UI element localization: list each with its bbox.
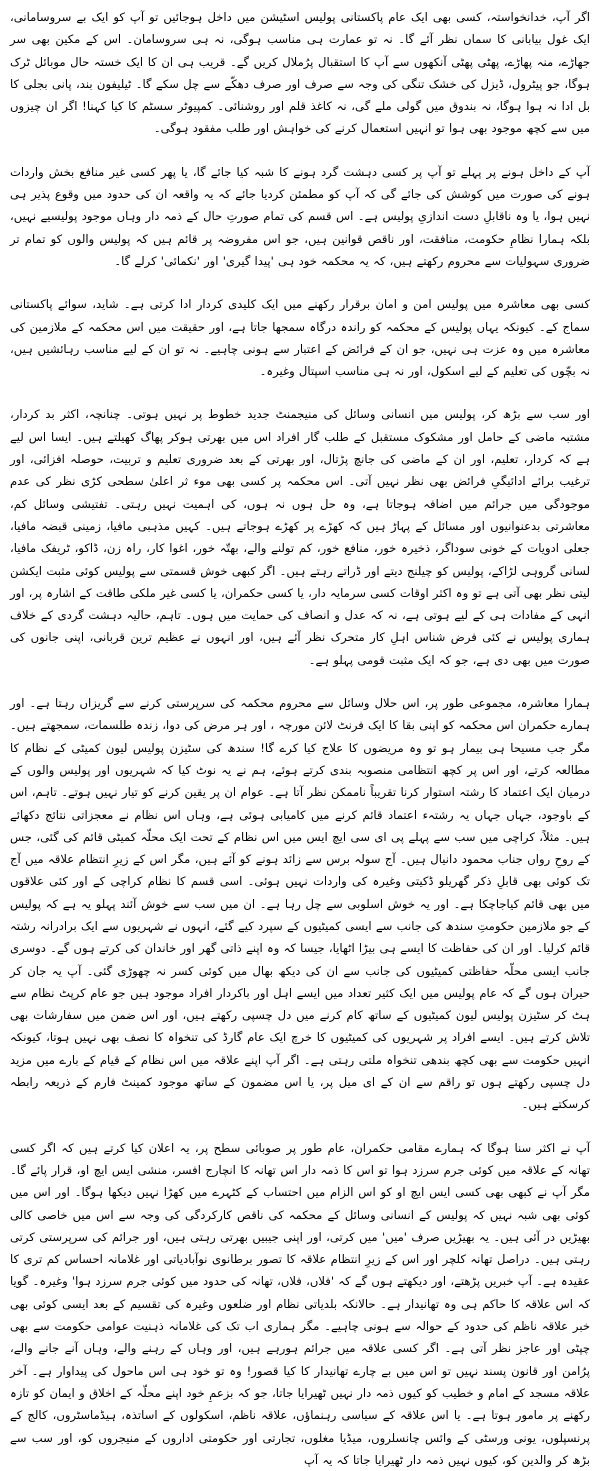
article-paragraph-4: اور سب سے بڑھ کر، پولیس میں انسانی وسائل کی منیجمنٹ جدید خطوط پر نہیں ہوتی۔ چنانچہ، اکثر بد کردار، مشتبہ ماضی کے حامل اور مشکوک مستقبل کے طلب گار افراد اس میں بھرتی ہوکر پھاگ کھیلتے ہیں۔ ایسا اس لیے ہے کہ کردار، تعلیم، اور ان کے ماضی کی جانچ پڑتال، اور بھرتی کے بعد ضروری تعلیم و تربیت، حوصلہ افزائی، اور ترغیب برائے ادائیگیِ فرائض بھی نظر نہیں آتی۔ اس محکمہ پر کسی بھی موء ثر اعلیٰ سطحی کڑی نظر کی عدم موجودگی میں جرائم میں اضافہ ہوجاتا ہے، وہ حل ہوں نہ ہوں، کی اہمیت نہیں رہتی۔ تفتیشی وسائل کم، معاشرتی بدعنوانیوں اور مسائل کے پہاڑ ہیں کہ کھڑے پر کھڑے ہوجاتے ہیں۔ کہیں مذہبی مافیا، زمینی قبضہ مافیا، جعلی ادویات کے خونی سوداگر، ذخیرہ خور، منافع خور، کم تولنے والے، بھتّہ خور، اغوا کار، راہ زن، ڈاکو، ٹریفک مافیا، لسانی گروہی لڑاکے، پولیس کو چیلنج دیتے اور ڈراتے رہتے ہیں۔ اگر کبھی خوش قسمتی سے پولیس کوئی مثبت ایکشن لیتی نظر بھی آتی ہے تو وہ اکثر اوقات کسی سرمایہ دار، یا کسی حکمران، یا کسی غیر ملکی طاقت کے اشارہ پر، اور انہی کے مفادات ہی کے لیے ہوتی ہے، نہ کہ عدل و انصاف کی حمایت میں ہوں۔ تاہم، حالیہ دہشت گردی کے خلاف ہماری پولیس نے کئی فرض شناس اہلِ کار متحرک نظر آئے ہیں، اور انہوں نے عظیم ترین قربانی، اپنی جانوں کی صورت میں بھی دی ہے، جو کہ ایک مثبت قومی پہلو ہے۔ xyxy=(10,407,590,667)
article-paragraph-6: آپ نے اکثر سنا ہوگا کہ ہمارے مقامی حکمران، عام طور پر صوبائی سطح پر، یہ اعلان کیا کرتے ہیں کہ اگر کسی تھانہ کے علاقہ میں کوئی جرم سرزد ہوا تو اس کا ذمہ دار اس تھانہ کا انچارج افسر، منشی ایس ایچ او، قرار پائے گا۔ مگر آپ نے کبھی بھی کسی ایس ایچ او کو اس الزام میں احتساب کے کٹہرے میں کھڑا نہیں دیکھا ہوگا۔ اور اس میں کوئی بھی شبہ نہیں کہ پولیس کے انسانی وسائل کے محکمہ کی ناقص کارکردگی کی وجہ سے اس میں خاصی کالی بھیڑیں در آئی ہیں۔ یہ بھیڑیں صرف 'میں' میں کرتی، اور اپنی جیبیں بھرتی رہتی ہیں، اور جرائم کی سرپرستی کرتی رہتی ہیں۔ دراصل تھانہ کلچر اور اس کے زیرِ انتظام علاقہ کا تصور برطانوی نوآبادیاتی اور غلامانہ احساس کم تری کا عقیدہ ہے۔ آپ خبریں پڑھتے، اور دیکھتے ہوں گے کہ 'فلاں، فلاں، تھانہ کی حدود میں کوئی جرم سرزد ہوا' وغیرہ۔ گویا کہ اس علاقہ کا حاکم ہی وہ تھانیدار ہے۔ حالانکہ بلدیاتی نظام اور ضلعوں وغیرہ کی تقسیم کے بعد ایسی کوئی بھی خبر علاقہ ناظم کی حدود کے حوالہ سے ہونی چاہیے۔ مگر ہماری اب تک کی غلامانہ ذہنیت عوامی حکومت سے بھی چپٹی اور عاجز نظر آتی ہے۔ اگر کسی علاقہ میں جرائم ہورہے ہیں، اور وہاں کے رہنے والے، وہاں آنے جانے والے، پرُامن اور قانون پسند نہیں تو اس میں بے چارے تھانیدار کا کیا قصور! وہ تو خود ہی اس ماحول کی پیداوار ہے۔ آخر علاقہ مسجد کے امام و خطیب کو کیوں ذمہ دار نہیں ٹھیرایا جاتا، جو کہ بزعمِ خود اپنے محلّہ کے اخلاق و ایمان کو تازہ رکھنے پر مامور ہوتا ہے۔ یا اس علاقہ کے سیاسی رہنماؤں، علاقہ ناظم، اسکولوں کے اساتذہ، ہیڈماسٹروں، کالج کے پرنسپلوں، یونی ورسٹی کے وائس چانسلروں، میڈیا مغلوں، تجارتی اور حکومتی اداروں کے منیجروں کو، اور سب سے بڑھ کر والدین کو، کیوں نہیں ذمہ دار ٹھیرایا جاتا کہ یہ آپ xyxy=(10,1140,590,1467)
article-paragraph-3: کسی بھی معاشرہ میں پولیس امن و امان برقرار رکھنے میں ایک کلیدی کردار ادا کرتی ہے۔ شاید، سوائے پاکستانی سماج کے۔ کیونکہ یہاں پولیس کے محکمہ کو راندہ درگاہ سمجھا جاتا ہے، اور حقیقت میں اس محکمہ کے ملازمین کی معاشرہ میں وہ عزت ہی نہیں، جو ان کے فرائض کے اعتبار سے ہونی چاہیے۔ نہ تو ان کے لیے مناسب رہائشیں ہیں، نہ بچّوں کی تعلیم کے لیے اسکول، اور نہ ہی مناسب اسپتال وغیرہ۔ xyxy=(10,297,590,379)
article-paragraph-5: ہمارا معاشرہ، مجموعی طور پر، اس حلال وسائل سے محروم محکمہ کی سرپرستی کرنے سے گریزاں رہتا ہے۔ اور ہمارے حکمران اس محکمہ کو اپنی بقا کا ایک فرنٹ لائن مورچہ ، اور ہر مرض کی دوا، زندہ طلسمات، سمجھتے ہیں۔ مگر جب مسیحا ہی بیمار ہو تو وہ مریضوں کا علاج کیا کرے گا! سندھ کی سٹیزن پولیس لیون کمیٹی کے نظام کا مطالعہ کرتے، اور اس پر کچھ انتظامی منصوبہ بندی کرتے ہوئے، ہم نے یہ نوٹ کیا کہ شہریوں اور پولیس والوں کے درمیان ایک اعتماد کا رشتہ استوار کرنا تقریباً ناممکن نظر آتا ہے۔ عوام ان پر یقین کرنے کو تیار نہیں ہوتے۔ تاہم، اس کے باوجود، جہاں جہاں یہ رشتہء اعتماد قائم کرنے میں کامیابی ہوئی ہے، وہاں اس نظام نے معجزاتی نتائج دکھائے ہیں۔ مثلاً، کراچی میں سب سے پہلے پی ای سی ایچ ایس میں اس نظام کے تحت ایک محلّہ کمیٹی قائم کی گئی، جس کے روحِ رواں جناب محمود دانیال ہیں۔ آج سولہ برس سے زائد ہونے کو آئے ہیں، مگر اس کے زیرِ انتظام علاقہ میں آج تک کوئی بھی قابلِ ذکر گھریلو ڈکیتی وغیرہ کی واردات نہیں ہوئی۔ اسی قسم کا نظام کراچی کے اور کئی علاقوں میں بھی قائم کیاجاچکا ہے۔ اور یہ خوش اسلوبی سے چل رہا ہے۔ ان میں سب سے خوش آئند پہلو یہ ہے کہ پولیس کے جو ملازمین حکومتِ سندھ کی جانب سے ایسی کمیٹیوں کے سپرد کیے گئے، انہوں نے شہریوں سے ایک برادرانہ رشتہ قائم کرلیا۔ اور ان کی حفاظت کا ایسے ہی بیڑا اٹھایا، جیسا کہ وہ اپنے ذاتی گھر اور خاندان کی کرتے ہوں گے۔ دوسری جانب ایسی محلّہ حفاظتی کمیٹیوں کی جانب سے ان کی دیکھ بھال میں کوئی کسر نہ چھوڑی گئی۔ آپ یہ جان کر حیران ہوں گے کہ عام پولیس میں ایک کثیر تعداد میں ایسے اہل اور باکردار افراد موجود ہیں جو عام کرپٹ نظام سے ہٹ کر سٹیزن پولیس لیون کمیٹیوں کے ساتھ کام کرنے میں دل چسپی رکھتے ہیں، اور اس ضمن میں سفارشات بھی تلاش کرتے ہیں۔ ایسے افراد پر شہریوں کی کمیٹیوں کا خرچ ایک عام گارڈ کی تنخواہ کا نصف بھی نہیں ہوتا، کیونکہ انہیں حکومت سے بھی کچھ بندھی تنخواہ ملتی رہتی ہے۔ اگر آپ اپنے علاقہ میں اس نظام کے قیام کے بارے میں مزید دل چسپی رکھتے ہوں تو راقم سے ان کے ای میل پر، یا اس مضمون کے ساتھ موجود کمینٹ فارم کے ذریعہ رابطہ کرسکتے ہیں۔ xyxy=(10,696,590,1112)
article-paragraph-2: آپ کے داخل ہونے پر پہلے تو آپ پر کسی دہشت گرد ہونے کا شبہ کیا جائے گا، یا پھر کسی غیر منافع بخش واردات ہونے کی صورت میں کوشش کی جائے گی کہ آپ کو مطمئن کردیا جائے کہ یہ واقعہ ان کی حدود میں وقوع پذیر ہی نہیں ہوا، یا وہ ناقابلِ دست اندازیِ پولیس ہے۔ اس قسم کی تمام صورتِ حال کے ذمہ دار وہاں موجود پولیسیے نہیں، بلکہ ہمارا نظامِ حکومت، منافقت، اور ناقص قوانین ہیں، جو اس مفروضہ پر قائم ہیں کہ پولیس والوں کو تمام تر ضروری سہولیات سے محروم رکھتے ہیں، کہ یہ محکمہ خود ہی 'پیدا گیری' اور 'نکمائی' کرلے گا۔ xyxy=(10,164,590,268)
article-paragraph-1: اگر آپ، خدانخواستہ، کسی بھی ایک عام پاکستانی پولیس اسٹیشن میں داخل ہوجائیں تو آپ کو ایک بے سروسامانی، ایک غول بیابانی کا سماں نظر آئے گا۔ نہ تو عمارت ہی مناسب ہوگی، نہ ہی سروسامان۔ اس کے مکین بھی سر جھاڑے، منہ پھاڑے، پھٹی پھٹی آنکھوں سے آپ کا استقبال پرُملال کریں گے۔ قریب ہی ان کا ایک خستہ حال موبائل ٹرک ہوگا، جو پیٹرول، ڈیزل کی خشک تنگی کی وجہ سے صرف اور صرف دھکّے سے چل سکے گا۔ ٹیلیفون بند، پانی بجلی کا بل ادا نہ ہوا ہوگا، نہ بندوق میں گولی ملے گی، نہ کاغذ قلم اور روشنائی۔ کمپیوٹر سسٹم کا کیا کہنا! اگر ان چیزوں میں سے کچھ موجود بھی ہوا تو انہیں استعمال کرنے کی خواہش اور طلب مفقود ہوگی۔ xyxy=(10,10,590,136)
